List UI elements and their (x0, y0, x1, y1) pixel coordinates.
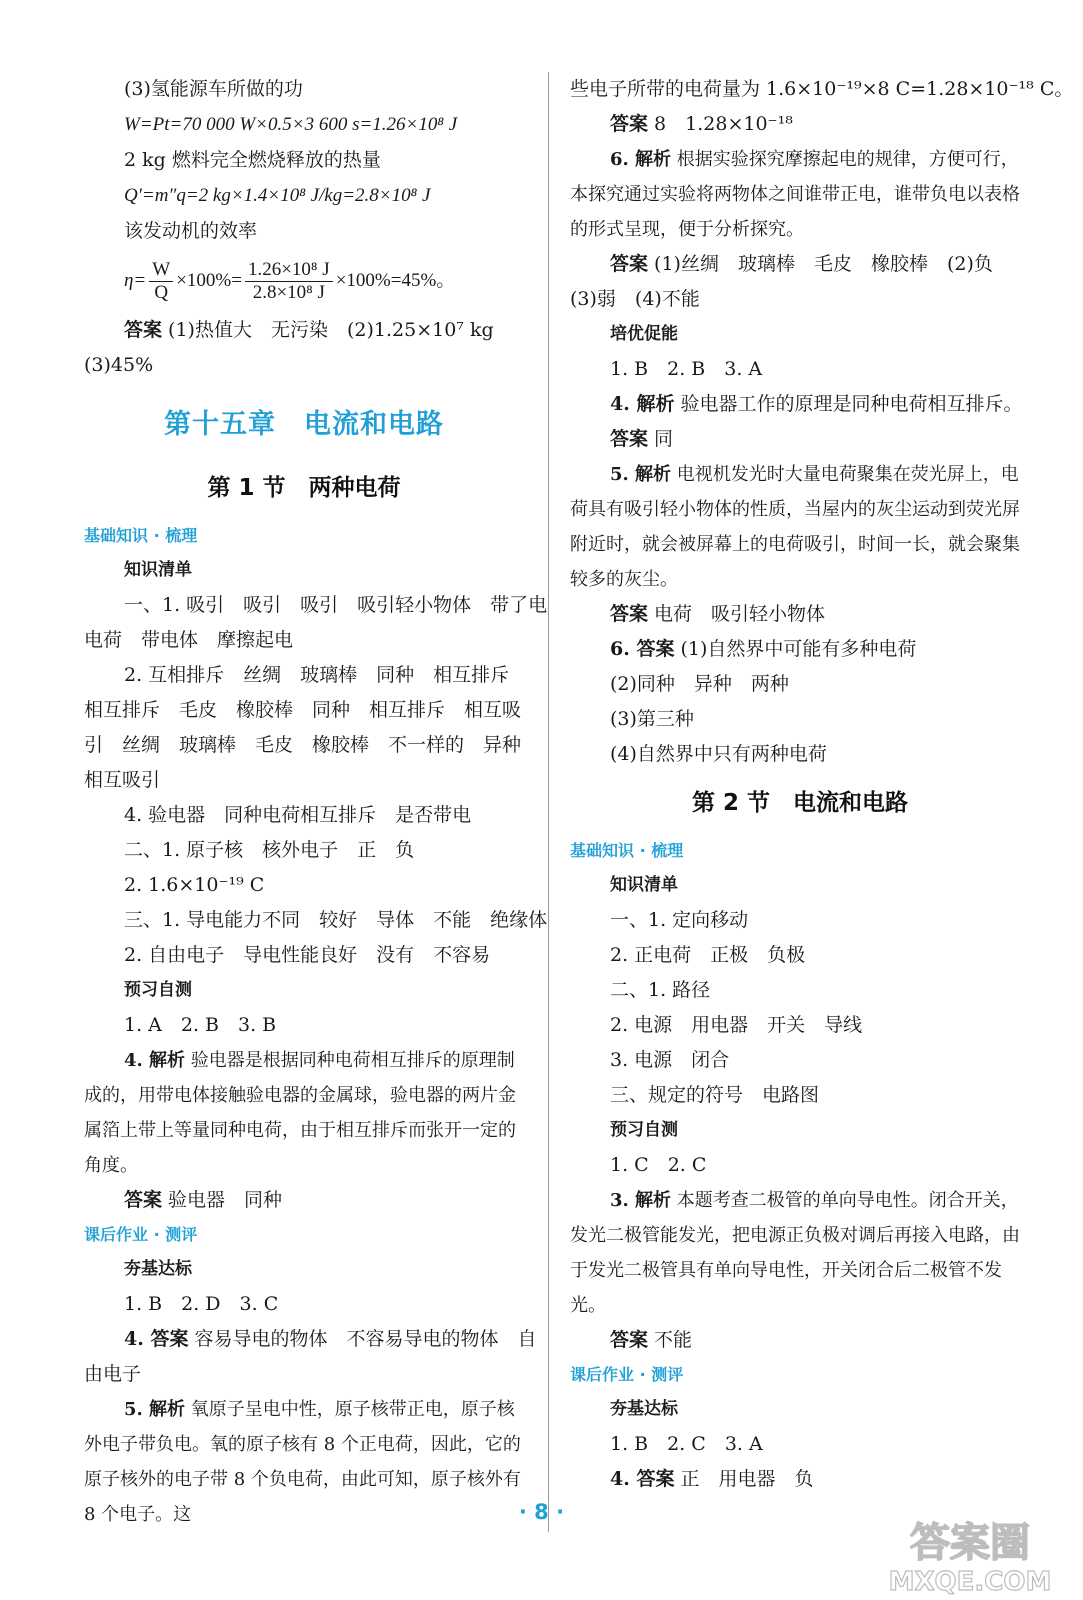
section-title: 第 1 节 两种电荷 (207, 475, 401, 501)
answer-text: (1)丝绸 玻璃棒 毛皮 橡胶棒 (2)负 (648, 253, 993, 275)
text-line: 4. 验电器 同种电荷相互排斥 是否带电 (124, 804, 472, 826)
text-line: 2. 正电荷 正极 负极 (610, 944, 806, 966)
analysis-text: 根据实验探究摩擦起电的规律，方便可行，本探究通过实验将两物体之间谁带正电，谁带负电以表格的形式呈现，便于分析探究。 (570, 149, 1020, 240)
text-line: 2 kg 燃料完全燃烧释放的热量 (124, 149, 381, 171)
text-line: 1. B 2. C 3. A (610, 1433, 763, 1455)
right-column (570, 72, 1074, 1497)
answer-label: 答案 (610, 113, 649, 135)
answer-line (84, 1322, 537, 1357)
paragraph (570, 142, 1030, 247)
answer-text: 8 1.28×10⁻¹⁸ (648, 113, 793, 135)
answer-line (570, 107, 1030, 142)
fraction-denominator: Q (154, 281, 169, 303)
text-line: 由电子 (84, 1363, 142, 1385)
text-line: 1. B 2. D 3. C (124, 1293, 279, 1315)
paragraph (84, 1043, 524, 1183)
paragraph (570, 1183, 1030, 1323)
analysis-label: 4. 解析 (610, 393, 675, 415)
answer-line (570, 632, 1030, 667)
answer-line: (3)45% (84, 354, 154, 376)
text-line: (2)同种 异种 两种 (610, 673, 789, 695)
subheading: 预习自测 (610, 1120, 678, 1140)
text-line: 三、1. 导电能力不同 较好 导体 不能 绝缘体 (124, 909, 548, 931)
watermark-line1: 答案圈 (910, 1520, 1030, 1566)
section-heading: 课后作业 · 测评 (570, 1365, 684, 1384)
fraction-numerator: 1.26×10⁸ J (245, 259, 333, 282)
fraction-values (245, 259, 333, 304)
analysis-label: 5. 解析 (610, 464, 672, 485)
answer-line (570, 597, 1030, 632)
formula-work: W=Pt=70 000 W×0.5×3 600 s=1.26×10⁸ J (124, 114, 458, 135)
watermark-line2: MXQE.COM (888, 1567, 1052, 1597)
text-line: 相互吸引 (84, 769, 161, 791)
answer-label: 答案 (610, 603, 649, 625)
answer-line (570, 422, 1030, 457)
text-line: 一、1. 吸引 吸引 吸引 吸引轻小物体 带了电 (124, 594, 548, 616)
answer-line (84, 1183, 524, 1218)
text-line: (4)自然界中只有两种电荷 (610, 743, 827, 765)
analysis-label: 6. 解析 (610, 149, 672, 170)
answer-line (570, 387, 1030, 422)
answer-text: 容易导电的物体 不容易导电的物体 自 (188, 1328, 537, 1350)
analysis-label: 4. 解析 (124, 1050, 186, 1071)
analysis-text: 电视机发光时大量电荷聚集在荧光屏上，电荷具有吸引轻小物体的性质，当屋内的灰尘运动到荧光屏附近时，就会被屏幕上的电荷吸引，时间一长，就会聚集较多的灰尘。 (570, 464, 1020, 590)
answer-line (570, 247, 1030, 282)
paragraph (570, 457, 1030, 597)
eta-prefix: η= (124, 270, 147, 291)
section-heading: 基础知识 · 梳理 (570, 841, 684, 860)
text-line: 三、规定的符号 电路图 (610, 1084, 820, 1106)
text-line: (3)氢能源车所做的功 (124, 78, 303, 100)
text-line: 该发动机的效率 (124, 220, 258, 242)
text-line: 2. 1.6×10⁻¹⁹ C (124, 874, 265, 896)
subheading: 预习自测 (124, 980, 192, 1000)
answer-label: 答案 (610, 1329, 649, 1351)
answer-text: (1)热值大 无污染 (2)1.25×10⁷ kg (162, 319, 494, 341)
text-line: (3)第三种 (610, 708, 694, 730)
chapter-title: 第十五章 电流和电路 (164, 409, 444, 440)
analysis-label: 3. 解析 (610, 1190, 672, 1211)
subheading: 培优促能 (610, 324, 678, 344)
answer-text: 同 (648, 428, 674, 450)
eta-mid: ×100%= (176, 270, 242, 291)
answer-label: 答案 (124, 1189, 163, 1211)
text-line: 电荷 带电体 摩擦起电 (84, 629, 294, 651)
text-line: (3)弱 (4)不能 (570, 288, 700, 310)
answer-label: 4. 答案 (124, 1328, 189, 1350)
analysis-text: 验电器是根据同种电荷相互排斥的原理制成的，用带电体接触验电器的金属球，验电器的两片金属箔上带上等量同种电荷，由于相互排斥而张开一定的角度。 (84, 1050, 516, 1176)
answer-line (84, 313, 524, 348)
analysis-label: 5. 解析 (124, 1399, 186, 1420)
fraction-denominator: 2.8×10⁸ J (252, 281, 325, 303)
text-line: 1. A 2. B 3. B (124, 1014, 277, 1036)
subheading: 夯基达标 (610, 1399, 678, 1419)
text-line: 3. 电源 闭合 (610, 1049, 730, 1071)
text-line: 引 丝绸 玻璃棒 毛皮 橡胶棒 不一样的 异种 (84, 734, 522, 756)
analysis-text: 本题考查二极管的单向导电性。闭合开关，发光二极管能发光，把电源正负极对调后再接入电路，由于发光二极管具有单向导电性，开关闭合后二极管不发光。 (570, 1190, 1020, 1316)
text-line: 1. C 2. C (610, 1154, 707, 1176)
eta-suffix: ×100%=45%。 (335, 270, 456, 291)
answer-text: 不能 (648, 1329, 693, 1351)
answer-line (570, 1462, 1030, 1497)
answer-label: 6. 答案 (610, 638, 675, 660)
answer-line (570, 1323, 1030, 1358)
text-line: 1. B 2. B 3. A (610, 358, 763, 380)
left-column (84, 72, 548, 1532)
watermark-logo (870, 1508, 1070, 1598)
answer-text: 正 用电器 负 (674, 1468, 814, 1490)
subheading: 知识清单 (610, 875, 678, 895)
text-line: 2. 互相排斥 丝绸 玻璃棒 同种 相互排斥 (124, 664, 510, 686)
fraction-numerator: W (149, 259, 173, 282)
page-number: · 8 · (518, 1500, 565, 1524)
formula-heat: Q′=m″q=2 kg×1.4×10⁸ J/kg=2.8×10⁸ J (124, 185, 431, 206)
formula-efficiency (84, 249, 524, 313)
answer-text: 电荷 吸引轻小物体 (648, 603, 826, 625)
text-line: 些电子所带的电荷量为 1.6×10⁻¹⁹×8 C=1.28×10⁻¹⁸ C。 (570, 78, 1074, 100)
text-line: 二、1. 路径 (610, 979, 711, 1001)
answer-label: 答案 (124, 319, 163, 341)
answer-text: 验电器 同种 (162, 1189, 283, 1211)
text-line: 相互排斥 毛皮 橡胶棒 同种 相互排斥 相互吸 (84, 699, 522, 721)
column-divider (548, 72, 549, 1532)
subheading: 夯基达标 (124, 1259, 192, 1279)
analysis-text: 验电器工作的原理是同种电荷相互排斥。 (674, 393, 1023, 415)
text-line: 2. 电源 用电器 开关 导线 (610, 1014, 863, 1036)
text-line: 2. 自由电子 导电性能良好 没有 不容易 (124, 944, 491, 966)
answer-label: 4. 答案 (610, 1468, 675, 1490)
fraction-w-q (149, 259, 173, 304)
text-line: 二、1. 原子核 核外电子 正 负 (124, 839, 415, 861)
section-title: 第 2 节 电流和电路 (691, 790, 909, 816)
subheading: 知识清单 (124, 560, 192, 580)
answer-text: (1)自然界中可能有多种电荷 (674, 638, 917, 660)
analysis-text: 氧原子呈电中性，原子核带正电，原子核外电子带负电。氧的原子核有 8 个正电荷，因此，它的原子核外的电子带 8 个负电荷，由此可知，原子核外有 8 个电子。这 (84, 1399, 521, 1525)
text-line: 一、1. 定向移动 (610, 909, 749, 931)
answer-label: 答案 (610, 253, 649, 275)
answer-label: 答案 (610, 428, 649, 450)
section-heading: 基础知识 · 梳理 (84, 526, 198, 545)
section-heading: 课后作业 · 测评 (84, 1225, 198, 1244)
